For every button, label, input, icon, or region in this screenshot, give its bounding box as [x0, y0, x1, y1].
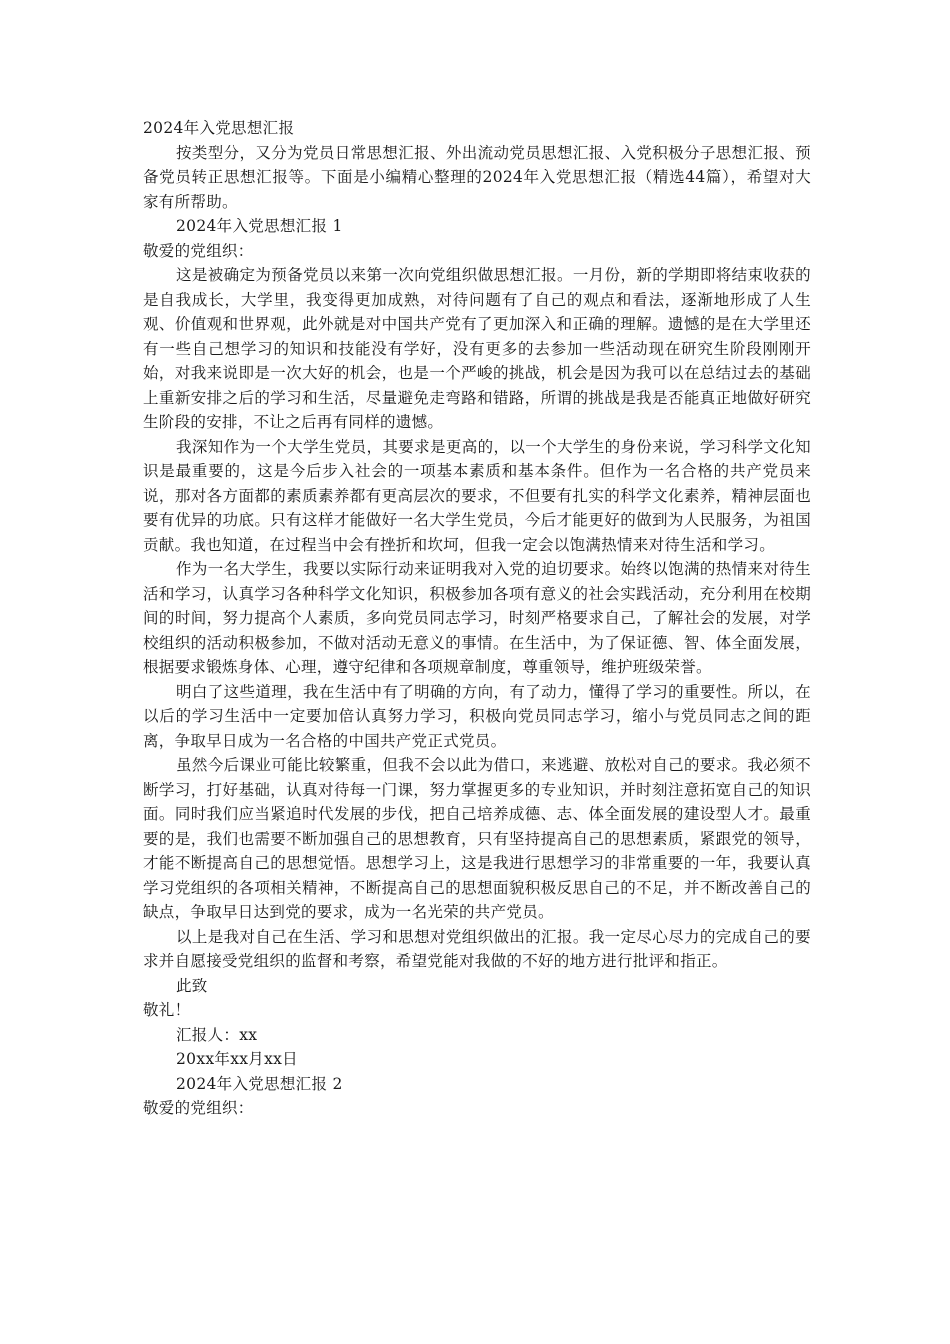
salutation-2: 敬爱的党组织： — [143, 1099, 254, 1117]
document-page — [143, 116, 811, 1121]
salutation-1: 敬爱的党组织： — [143, 241, 254, 260]
closing-text: 此致 — [176, 976, 208, 995]
body-paragraph-3: 作为一名大学生，我要以实际行动来证明我对入党的迫切要求。始终以饱满的热情来对待生活和学习，认真学习各种科学文化知识，积极参加各项有意义的社会实践活动，充分利用在校期间的时间，努力提高个人素质，多向党员同志学习，时刻严格要求自己，了解社会的发展，对学校组织的活动积极参加，不做对活动无意义的事情。在生活中，为了保证德、智、体全面发展，根据要求锻炼身体、心理，遵守纪律和各项规章制度，尊重领导，维护班级荣誉。 — [143, 560, 811, 676]
intro-paragraph: 按类型分，又分为党员日常思想汇报、外出流动党员思想汇报、入党积极分子思想汇报、预备党员转正思想汇报等。下面是小编精心整理的2024年入党思想汇报（精选44篇），希望对大家有所帮助。 — [143, 143, 811, 211]
section-heading-1: 2024年入党思想汇报 1 — [176, 217, 343, 235]
document-title: 2024年入党思想汇报 — [143, 119, 295, 137]
body-paragraph-5: 虽然今后课业可能比较繁重，但我不会以此为借口，来逃避、放松对自己的要求。我必须不断学习，打好基础，认真对待每一门课，努力掌握更多的专业知识，并时刻注意拓宽自己的知识面。同时我们应当紧追时代发展的步伐，把自己培养成德、志、体全面发展的建设型人才。最重要的是，我们也需要不断加强自己的思想教育，只有坚持提高自己的思想素质，紧跟党的领导，才能不断提高自己的思想觉悟。思想学习上，这是我进行思想学习的非常重要的一年，我要认真学习党组织的各项相关精神，不断提高自己的思想面貌积极反思自己的不足，并不断改善自己的缺点，争取早日达到党的要求，成为一名光荣的共产党员。 — [143, 756, 811, 921]
body-paragraph-6: 以上是我对自己在生活、学习和思想对党组织做出的汇报。我一定尽心尽力的完成自己的要求并自愿接受党组织的监督和考察，希望党能对我做的不好的地方进行批评和指正。 — [143, 927, 811, 970]
body-paragraph-4: 明白了这些道理，我在生活中有了明确的方向，有了动力，懂得了学习的重要性。所以，在以后的学习生活中一定要加倍认真努力学习，积极向党员同志学习，缩小与党员同志之间的距离，争取早日成为一名合格的中国共产党正式党员。 — [143, 682, 811, 750]
regards-text: 敬礼！ — [143, 1001, 191, 1019]
reporter-text: 汇报人：xx — [176, 1025, 258, 1044]
body-paragraph-2: 我深知作为一个大学生党员，其要求是更高的，以一个大学生的身份来说，学习科学文化知识是最重要的，这是今后步入社会的一项基本素质和基本条件。但作为一名合格的共产党员来说，那对各方面都的素质素养都有更高层次的要求，不但要有扎实的科学文化素养，精神层面也要有优异的功底。只有这样才能做好一名大学生党员，今后才能更好的做到为人民服务，为祖国贡献。我也知道，在过程当中会有挫折和坎坷，但我一定会以饱满热情来对待生活和学习。 — [143, 437, 811, 554]
section-heading-2: 2024年入党思想汇报 2 — [176, 1074, 343, 1093]
report-date: 20xx年xx月xx日 — [176, 1050, 298, 1068]
body-paragraph-1: 这是被确定为预备党员以来第一次向党组织做思想汇报。一月份，新的学期即将结束收获的是自我成长，大学里，我变得更加成熟，对待问题有了自己的观点和看法，逐渐地形成了人生观、价值观和世界观，此外就是对中国共产党有了更加深入和正确的理解。遗憾的是在大学里还有一些自己想学习的知识和技能没有学好，没有更多的去参加一些活动现在研究生阶段刚刚开始，对我来说即是一次大好的机会，也是一个严峻的挑战，机会是因为我可以在总结过去的基础上重新安排之后的学习和生活，尽量避免走弯路和错路，所谓的挑战是我是否能真正地做好研究生阶段的安排，不让之后再有同样的遗憾。 — [143, 266, 811, 431]
